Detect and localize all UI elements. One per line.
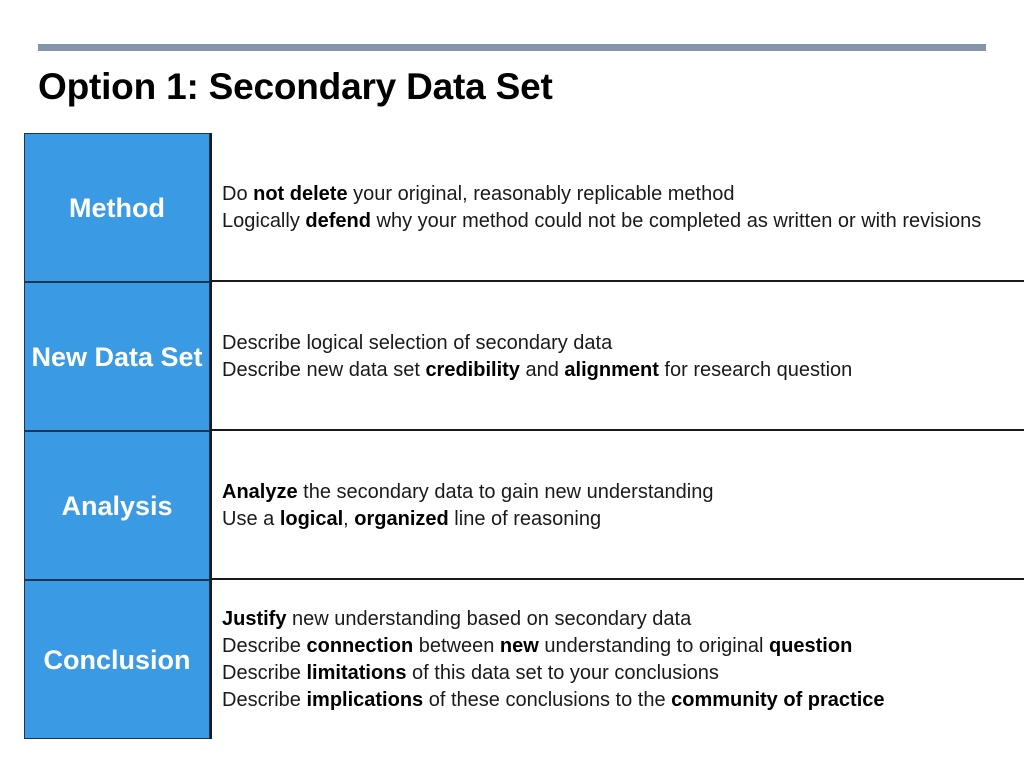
emphasis-text: credibility [425, 358, 520, 381]
body-text: line of reasoning [448, 507, 602, 530]
table-row-analysis [24, 431, 1024, 580]
emphasis-text: community of practice [671, 688, 885, 711]
requirement-line [222, 633, 1012, 660]
row-label-new-data-set: New Data Set [24, 282, 210, 431]
row-label-conclusion: Conclusion [24, 580, 210, 739]
requirement-line [222, 606, 1012, 633]
body-text: for research question [658, 358, 853, 381]
requirement-line [222, 330, 1012, 357]
body-text: Describe logical selection of secondary data [222, 331, 613, 354]
requirements-table [24, 133, 1024, 739]
table-row-method [24, 133, 1024, 282]
requirement-line [222, 660, 1012, 687]
requirement-line [222, 479, 1012, 506]
emphasis-text: defend [305, 209, 371, 232]
body-text: Logically [222, 209, 306, 232]
emphasis-text: Justify [222, 607, 287, 630]
body-text: Describe new data set [222, 358, 426, 381]
body-text: , [343, 507, 355, 530]
body-text: Describe [222, 688, 307, 711]
body-text: the secondary data to gain new understanding [297, 480, 714, 503]
body-text: Use a [222, 507, 280, 530]
body-text: new understanding based on secondary data [286, 607, 692, 630]
body-text: Describe [222, 661, 307, 684]
row-label-method: Method [24, 133, 210, 282]
requirement-line [222, 208, 1012, 235]
row-label-analysis: Analysis [24, 431, 210, 580]
emphasis-text: question [768, 634, 853, 657]
emphasis-text: connection [306, 634, 414, 657]
body-text: Describe [222, 634, 307, 657]
emphasis-text: alignment [564, 358, 659, 381]
body-text: and [519, 358, 565, 381]
row-content-new-data-set [212, 282, 1024, 431]
row-divider [212, 280, 1024, 282]
emphasis-text: not delete [253, 182, 348, 205]
body-text: of these conclusions to the [423, 688, 672, 711]
emphasis-text: logical [279, 507, 344, 530]
body-text: Do [222, 182, 254, 205]
row-content-method [212, 133, 1024, 282]
body-text: understanding to original [538, 634, 769, 657]
table-row-new-data-set [24, 282, 1024, 431]
emphasis-text: new [499, 634, 539, 657]
row-divider [212, 429, 1024, 431]
body-text: of this data set to your conclusions [406, 661, 719, 684]
emphasis-text: Analyze [222, 480, 298, 503]
emphasis-text: limitations [306, 661, 407, 684]
body-text: your original, reasonably replicable method [347, 182, 735, 205]
body-text: why your method could not be completed as written or with revisions [370, 209, 982, 232]
title-underline-bar [38, 44, 986, 51]
page-title: Option 1: Secondary Data Set [38, 66, 553, 107]
emphasis-text: organized [354, 507, 449, 530]
requirement-line [222, 506, 1012, 533]
row-content-analysis [212, 431, 1024, 580]
table-row-conclusion [24, 580, 1024, 739]
requirement-line [222, 687, 1012, 714]
body-text: between [413, 634, 500, 657]
row-content-conclusion [212, 580, 1024, 739]
requirement-line [222, 181, 1012, 208]
row-divider [212, 578, 1024, 580]
emphasis-text: implications [306, 688, 424, 711]
requirement-line [222, 357, 1012, 384]
